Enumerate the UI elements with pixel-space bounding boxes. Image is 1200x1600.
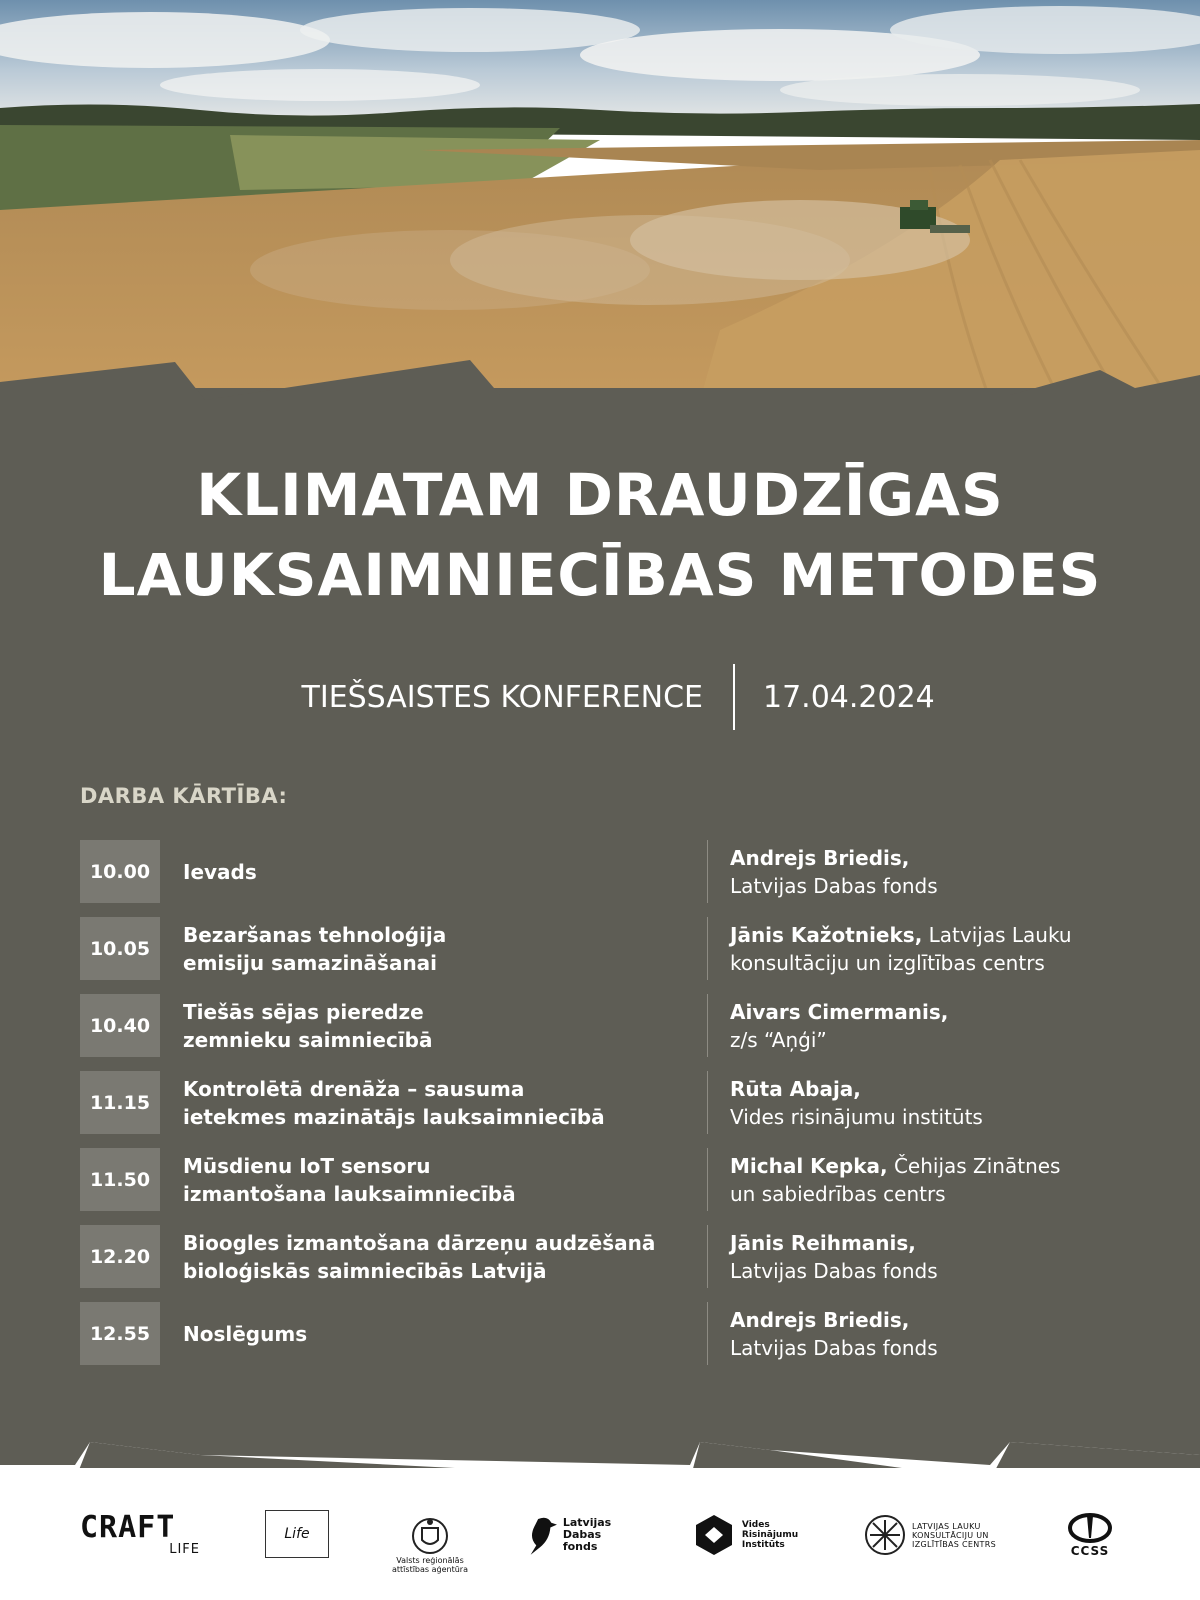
agenda-time: 10.05 (80, 917, 160, 980)
latvijas-dabas-fonds-logo: Latvijas Dabas fonds (525, 1510, 635, 1560)
agenda-divider (707, 1302, 708, 1365)
speaker-name: Aivars Cimermanis, (730, 999, 949, 1024)
agenda-heading: DARBA KĀRTĪBA: (80, 784, 288, 808)
speaker-name: Michal Kepka, (730, 1153, 888, 1178)
agenda-time: 10.40 (80, 994, 160, 1057)
coat-of-arms-icon (410, 1516, 450, 1556)
event-type: TIEŠSAISTES KONFERENCE (301, 680, 703, 715)
agenda-time: 11.50 (80, 1148, 160, 1211)
agenda-divider (707, 1071, 708, 1134)
speaker-org: Vides risinājumu institūts (730, 1104, 983, 1129)
agenda-topic (183, 1225, 773, 1288)
agenda-divider (707, 1225, 708, 1288)
speaker-org-inline: Čehijas Zinātnes (887, 1153, 1061, 1178)
vides-risinajumu-instituts-logo: Vides Risinājumu Institūts (690, 1510, 800, 1560)
agenda-topic (183, 840, 773, 903)
speaker-name: Rūta Abaja, (730, 1076, 861, 1101)
ccss-logo: CCSS (1055, 1510, 1125, 1560)
agenda-topic-line: izmantošana lauksaimniecībā (183, 1181, 516, 1206)
agenda-row (80, 917, 1130, 980)
event-date: 17.04.2024 (763, 680, 935, 715)
agenda-time: 12.55 (80, 1302, 160, 1365)
speaker-org: un sabiedrības centrs (730, 1181, 946, 1206)
agenda-speaker (730, 840, 1140, 903)
agenda-topic (183, 994, 773, 1057)
speaker-org-inline: Latvijas Lauku (922, 922, 1072, 947)
agenda-topic (183, 917, 773, 980)
subtitle-divider (733, 664, 735, 730)
speaker-org: Latvijas Dabas fonds (730, 1335, 938, 1360)
speaker-name: Andrejs Briedis, (730, 1307, 910, 1332)
agenda-time: 12.20 (80, 1225, 160, 1288)
agenda-row (80, 1302, 1130, 1365)
speaker-org: z/s “Aņģi” (730, 1027, 827, 1052)
agenda-speaker (730, 994, 1140, 1057)
agenda-speaker (730, 917, 1140, 980)
page-title (0, 455, 1200, 615)
speaker-name: Jānis Kažotnieks, (730, 922, 923, 947)
llkc-logo: LATVIJAS LAUKU KONSULTĀCIJU UN IZGLĪTĪBAS CENTRS (855, 1510, 1005, 1560)
vraa-logo: Valsts reģionālās attīstības aģentūra (390, 1510, 470, 1580)
ccss-emblem-icon (1067, 1512, 1113, 1544)
partner-logos (0, 1480, 1200, 1600)
agenda-speaker (730, 1148, 1140, 1211)
agenda-topic-line: Bioogles izmantošana dārzeņu audzēšanā (183, 1230, 656, 1255)
agenda-row (80, 1071, 1130, 1134)
title-line-1: KLIMATAM DRAUDZĪGAS (196, 461, 1004, 529)
llkc-emblem-icon (864, 1514, 906, 1556)
agenda-topic-line: Ievads (183, 859, 257, 884)
agenda-topic-line: zemnieku saimniecībā (183, 1027, 433, 1052)
torn-edge-bottom (0, 1420, 1200, 1480)
agenda-speaker (730, 1302, 1140, 1365)
craft-life-logo: CRAFT LIFE (80, 1510, 200, 1557)
agenda-topic (183, 1071, 773, 1134)
agenda-topic-line: Bezaršanas tehnoloģija (183, 922, 447, 947)
speaker-name: Andrejs Briedis, (730, 845, 910, 870)
agenda-topic (183, 1148, 773, 1211)
subtitle-row (0, 660, 1200, 730)
agenda-topic-line: Tiešās sējas pieredze (183, 999, 424, 1024)
hexagon-icon (692, 1513, 736, 1557)
agenda-topic (183, 1302, 773, 1365)
speaker-name: Jānis Reihmanis, (730, 1230, 916, 1255)
agenda-topic-line: Kontrolētā drenāža – sausuma (183, 1076, 525, 1101)
agenda-row (80, 840, 1130, 903)
speaker-org: Latvijas Dabas fonds (730, 873, 938, 898)
speaker-org: konsultāciju un izglītības centrs (730, 950, 1045, 975)
title-line-2: LAUKSAIMNIECĪBAS METODES (98, 541, 1102, 609)
eu-life-logo: Life (265, 1510, 329, 1558)
torn-edge-top (0, 340, 1200, 410)
agenda-time: 11.15 (80, 1071, 160, 1134)
speaker-org: Latvijas Dabas fonds (730, 1258, 938, 1283)
agenda-row (80, 1148, 1130, 1211)
agenda-topic-line: Noslēgums (183, 1321, 308, 1346)
agenda-row (80, 994, 1130, 1057)
agenda-row (80, 1225, 1130, 1288)
agenda-speaker (730, 1225, 1140, 1288)
agenda-time: 10.00 (80, 840, 160, 903)
agenda-divider (707, 1148, 708, 1211)
agenda-divider (707, 994, 708, 1057)
agenda-speaker (730, 1071, 1140, 1134)
agenda-divider (707, 840, 708, 903)
agenda-topic-line: ietekmes mazinātājs lauksaimniecībā (183, 1104, 605, 1129)
agenda-divider (707, 917, 708, 980)
kingfisher-icon (525, 1512, 559, 1558)
agenda-list (80, 840, 1130, 1379)
agenda-topic-line: bioloģiskās saimniecībās Latvijā (183, 1258, 547, 1283)
agenda-topic-line: emisiju samazināšanai (183, 950, 438, 975)
agenda-topic-line: Mūsdienu IoT sensoru (183, 1153, 431, 1178)
